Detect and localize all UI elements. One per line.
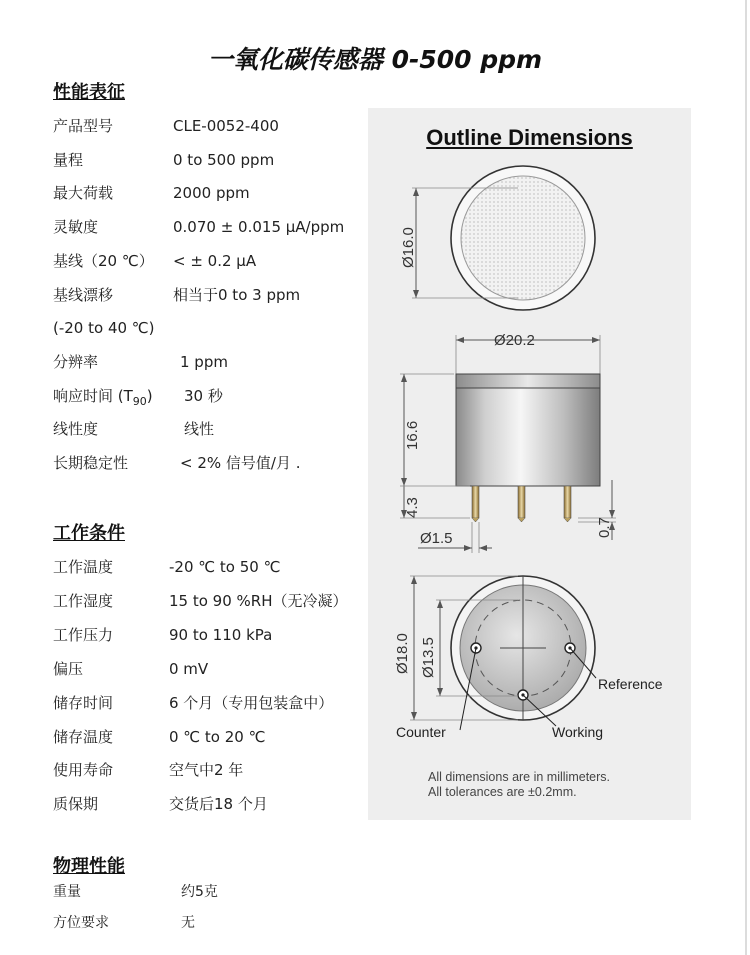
dim-base-diameter: Ø18.0 — [394, 633, 411, 674]
spec-value: -20 ℃ to 50 ℃ — [169, 558, 281, 576]
spec-value: 交货后18 个月 — [169, 795, 268, 814]
spec-label: 产品型号 — [53, 117, 114, 135]
spec-value: 无 — [181, 915, 195, 931]
spec-label: 基线（20 ℃） — [53, 251, 154, 270]
spec-label: 偏压 — [53, 659, 84, 678]
spec-value: 线性 — [184, 420, 215, 439]
spec-label: (-20 to 40 ℃) — [53, 319, 155, 338]
spec-value: 90 to 110 kPa — [169, 625, 273, 644]
dim-pin-tip: 0.7 — [596, 517, 613, 538]
spec-value: < 2% 信号值/月 . — [180, 454, 301, 472]
spec-value: 0 ℃ to 20 ℃ — [169, 727, 266, 746]
spec-label: 最大荷载 — [53, 184, 114, 203]
spec-value: 约5克 — [181, 884, 218, 900]
dim-body-diameter: Ø20.2 — [494, 332, 535, 349]
side-view — [400, 335, 616, 553]
spec-label: 分辨率 — [53, 352, 99, 371]
spec-label: 储存时间 — [53, 693, 114, 712]
spec-value: 0.070 ± 0.015 μA/ppm — [173, 218, 345, 237]
spec-value: 6 个月（专用包装盒中） — [169, 693, 334, 712]
spec-value: < ± 0.2 μA — [173, 251, 257, 270]
label-counter: Counter — [396, 724, 446, 740]
spec-label: 量程 — [53, 150, 84, 169]
spec-label: 线性度 — [53, 420, 99, 439]
spec-value: 30 秒 — [184, 386, 223, 405]
spec-label: 长期稳定性 — [53, 454, 129, 472]
outline-dimensions-panel — [368, 108, 691, 820]
section-heading-performance: 性能表征 — [53, 82, 125, 103]
spec-value: 0 mV — [169, 659, 209, 678]
spec-label: 方位要求 — [53, 915, 109, 931]
spec-label: 重量 — [53, 884, 81, 900]
label-reference: Reference — [598, 676, 663, 692]
spec-label: 质保期 — [53, 795, 99, 814]
spec-label: 工作压力 — [53, 625, 114, 644]
spec-value: 空气中2 年 — [169, 761, 244, 780]
spec-label: 使用寿命 — [53, 761, 114, 780]
dim-pin-diameter: Ø1.5 — [420, 530, 453, 547]
spec-label: 工作温度 — [53, 558, 114, 576]
spec-label: 基线漂移 — [53, 285, 114, 304]
spec-label: 响应时间 $(T_{90})$ — [53, 386, 153, 408]
diagram-title: Outline Dimensions — [426, 125, 633, 150]
spec-value: 相当于0 to 3 ppm — [173, 285, 301, 304]
subscript: 90 — [132, 394, 147, 408]
dim-top-diameter: Ø16.0 — [400, 227, 417, 268]
right-border — [745, 0, 747, 955]
spec-value: CLE-0052-400 — [173, 117, 279, 135]
page-title: 一氧化碳传感器 0-500 ppm — [207, 45, 543, 74]
outline-drawing — [368, 108, 691, 820]
section-heading-conditions: 工作条件 — [53, 523, 125, 544]
spec-value: 2000 ppm — [173, 184, 250, 203]
top-view — [412, 166, 595, 310]
bottom-view — [410, 576, 596, 730]
spec-value: 0 to 500 ppm — [173, 150, 275, 169]
note-units: All dimensions are in millimeters. — [428, 770, 611, 784]
dim-body-height: 16.6 — [404, 420, 421, 450]
label-working: Working — [552, 724, 604, 740]
spec-value: 1 ppm — [180, 352, 228, 371]
spec-label: 储存温度 — [53, 727, 114, 746]
section-heading-physical: 物理性能 — [53, 856, 125, 877]
spec-label: 灵敏度 — [53, 218, 99, 237]
dim-pin-circle: Ø13.5 — [420, 637, 437, 678]
dim-pin-length: 4.3 — [404, 497, 421, 518]
note-tolerance: All tolerances are ±0.2mm. — [428, 785, 577, 799]
spec-label: 工作湿度 — [53, 591, 114, 610]
spec-value: 15 to 90 %RH（无冷凝） — [169, 591, 348, 610]
